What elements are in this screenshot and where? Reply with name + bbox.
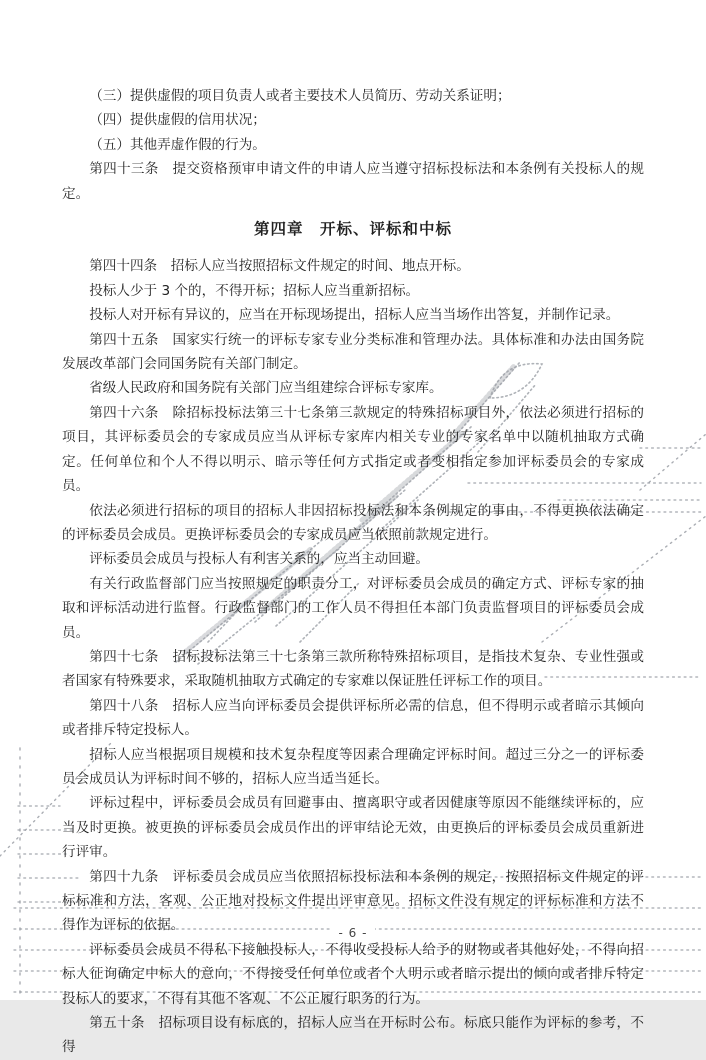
page-footer [0,922,706,941]
paragraph: 投标人对开标有异议的，应当在开标现场提出，招标人应当当场作出答复，并制作记录。 [89,307,620,324]
paragraph: 第四十九条 评标委员会成员应当依照招标投标法和本条例的规定，按照招标文件规定的评标标准和方法，客观、公正地对投标文件提出评审意见。招标文件没有规定的评标标准和方法不得作为评标的依据。 [62,868,644,934]
paragraph: （五）其他弄虚作假的行为。 [89,136,266,153]
paragraph: 第四十四条 招标人应当按照招标文件规定的时间、地点开标。 [89,258,470,275]
paragraph: 投标人少于 3 个的，不得开标；招标人应当重新招标。 [89,282,420,299]
paragraph: 第四十五条 国家实行统一的评标专家专业分类标准和管理办法。具体标准和办法由国务院发展改革部门会同国务院有关部门制定。 [62,331,644,373]
paragraph: 有关行政监督部门应当按照规定的职责分工，对评标委员会成员的确定方式、评标专家的抽取和评标活动进行监督。行政监督部门的工作人员不得担任本部门负责监督项目的评标委员会成员。 [62,575,644,641]
document-content [62,84,644,1060]
paragraph: （三）提供虚假的项目负责人或者主要技术人员简历、劳动关系证明； [89,88,511,104]
paragraph: 第四十八条 招标人应当向评标委员会提供评标所必需的信息，但不得明示或者暗示其倾向或者排斥特定投标人。 [62,697,644,739]
chapter-heading: 第四章 开标、评标和中标 [253,220,452,239]
paragraph: 评标委员会成员不得私下接触投标人，不得收受投标人给予的财物或者其他好处，不得向招标人征询确定中标人的意向，不得接受任何单位或者个人明示或者暗示提出的倾向或者排斥特定投标人的要求，不得有其他不客观、不公正履行职务的行为。 [62,941,644,1007]
page-number: - 6 - [331,926,376,940]
paragraph: 评标委员会成员与投标人有利害关系的，应当主动回避。 [89,551,430,568]
paragraph: 评标过程中，评标委员会成员有回避事由、擅离职守或者因健康等原因不能继续评标的，应当及时更换。被更换的评标委员会成员作出的评审结论无效，由更换后的评标委员会成员重新进行评审。 [62,795,644,861]
paragraph: 第四十三条 提交资格预审申请文件的申请人应当遵守招标投标法和本条例有关投标人的规定。 [62,161,644,202]
paragraph: 第四十六条 除招标投标法第三十七条第三款规定的特殊招标项目外，依法必须进行招标的项目，其评标委员会的专家成员应当从评标专家库内相关专业的专家名单中以随机抽取方式确定。任何单位和个人不得以明示、暗示等任何方式指定或者变相指定参加评标委员会的专家成员。 [62,404,644,495]
paragraph: 省级人民政府和国务院有关部门应当组建综合评标专家库。 [89,380,443,397]
paragraph: 第五十条 招标项目设有标底的，招标人应当在开标时公布。标底只能作为评标的参考，不得 [62,1015,644,1056]
paragraph: （四）提供虚假的信用状况； [89,112,266,129]
paragraph: 第四十七条 招标投标法第三十七条第三款所称特殊招标项目，是指技术复杂、专业性强或者国家有特殊要求，采取随机抽取方式确定的专家难以保证胜任评标工作的项目。 [62,648,644,690]
paragraph: 招标人应当根据项目规模和技术复杂程度等因素合理确定评标时间。超过三分之一的评标委员会成员认为评标时间不够的，招标人应当适当延长。 [62,746,644,787]
paragraph: 依法必须进行招标的项目的招标人非因招标投标法和本条例规定的事由，不得更换依法确定的评标委员会成员。更换评标委员会的专家成员应当依照前款规定进行。 [62,502,644,543]
